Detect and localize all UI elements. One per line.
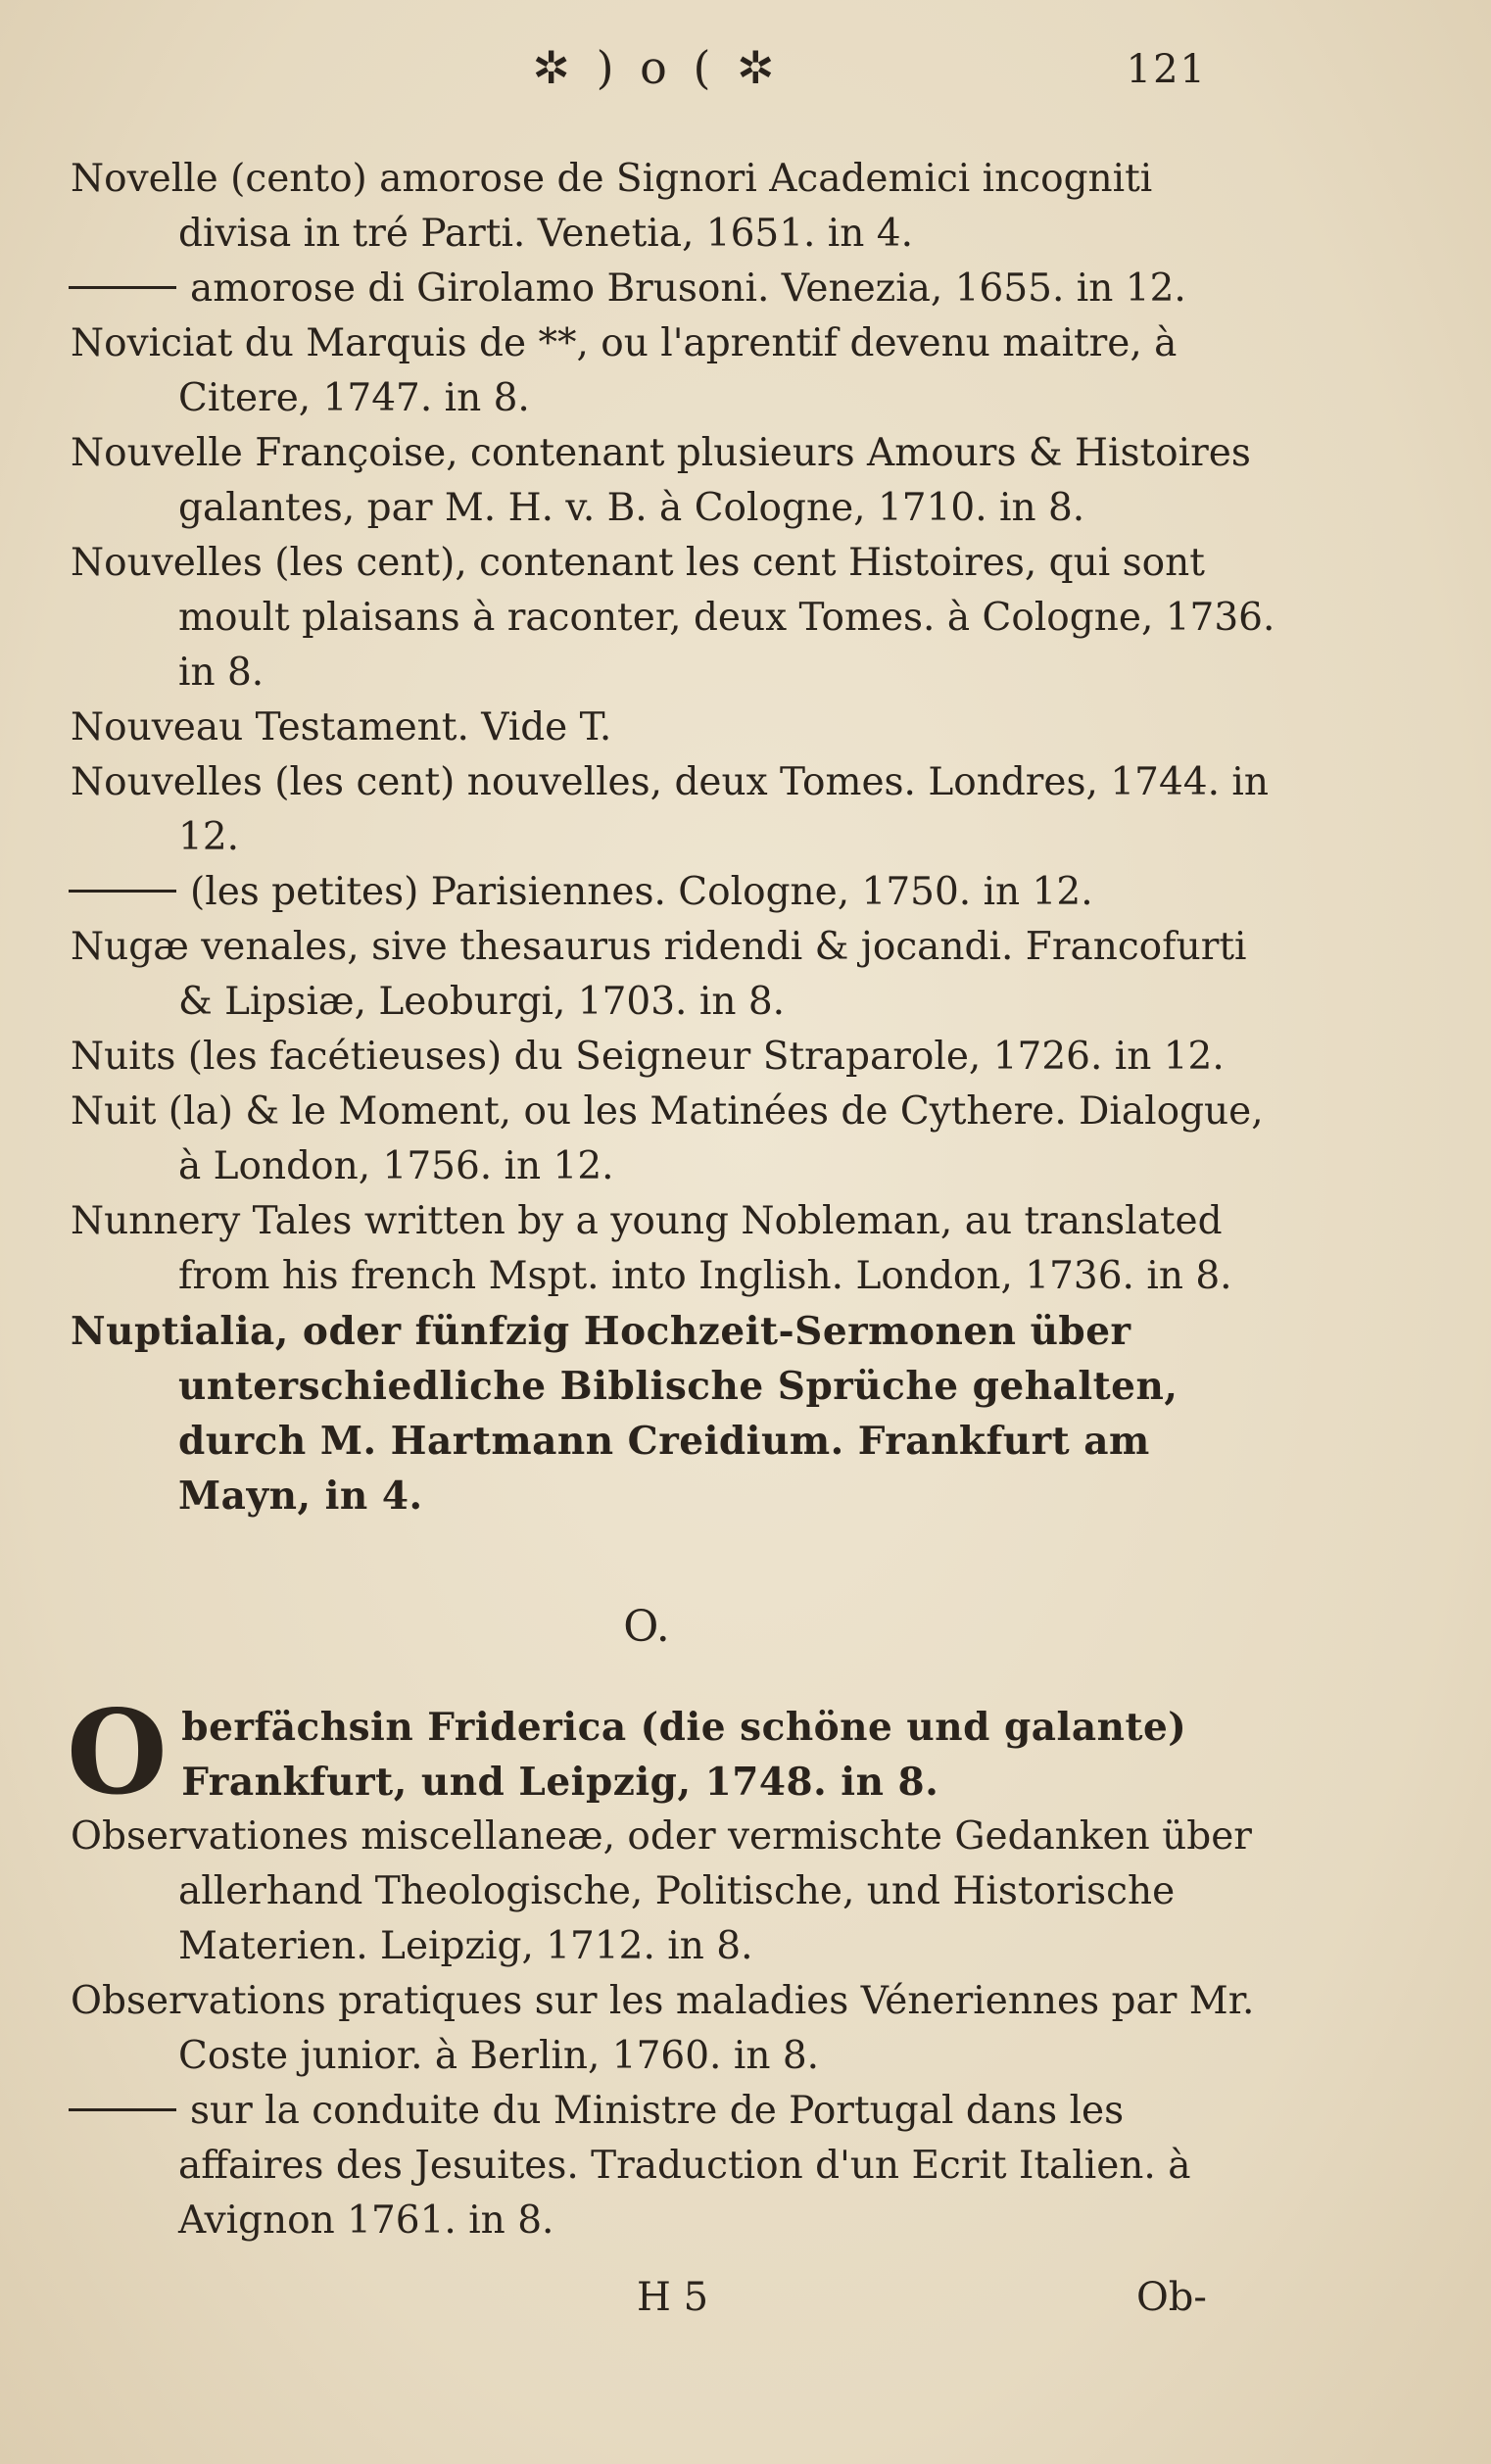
entry-novelle-brusoni: amorose di Girolamo Brusoni. Venezia, 1655. in 12. xyxy=(71,262,1275,316)
entry-observations-pratiques: Observations pratiques sur les maladies Véneriennes par Mr. Coste junior. à Berlin, 1760. in 8. xyxy=(71,1979,1255,2078)
entries-o xyxy=(67,1684,1275,2248)
ditto-rule xyxy=(69,286,176,289)
page-header xyxy=(0,41,1491,100)
entry-nouvelles-cent-nouvelles: Nouvelles (les cent) nouvelles, deux Tomes. Londres, 1744. in 12. xyxy=(71,760,1269,859)
ditto-rule xyxy=(69,2108,176,2111)
entries-n xyxy=(71,152,1275,1523)
entry-nuits-faceties: Nuits (les facétieuses) du Seigneur Straparole, 1726. in 12. xyxy=(71,1035,1225,1079)
entry-nuit-moment: Nuit (la) & le Moment, ou les Matinées de Cythere. Dialogue, à London, 1756. in 12. xyxy=(71,1089,1264,1188)
entry-nouvelles-cent: Nouvelles (les cent), contenant les cent Histoires, qui sont moult plaisans à raconter, deux Tomes. à Cologne, 1736. in 8. xyxy=(71,541,1275,695)
entry-novelle-cento: Novelle (cento) amorose de Signori Academici incogniti divisa in tré Parti. Venetia, 1651. in 4. xyxy=(71,157,1153,256)
entry-nouvelle-francoise: Nouvelle Françoise, contenant plusieurs Amours & Histoires galantes, par M. H. v. B. à Cologne, 1710. in 8. xyxy=(71,431,1251,530)
entry-obersaechsin: Oberfächsin Friderica (die schöne und galante) Frankfurt, und Leipzig, 1748. in 8. xyxy=(67,1684,1187,1820)
page-footer xyxy=(0,2275,1491,2334)
section-letter-o: O. xyxy=(623,1602,670,1652)
entry-nouveau-testament: Nouveau Testament. Vide T. xyxy=(71,705,612,749)
catchword: Ob- xyxy=(1136,2275,1207,2320)
entry-petites-parisiennes: (les petites) Parisiennes. Cologne, 1750. in 12. xyxy=(71,865,1275,920)
entry-noviciat: Noviciat du Marquis de **, ou l'aprentif devenu maitre, à Citere, 1747. in 8. xyxy=(71,321,1178,420)
entry-nugae-venales: Nugæ venales, sive thesaurus ridendi & jocandi. Francofurti & Lipsiæ, Leoburgi, 1703. in 8. xyxy=(71,925,1247,1024)
page-number: 121 xyxy=(1126,47,1207,92)
entry-observationes: Observationes miscellaneæ, oder vermischte Gedanken über allerhand Theologische, Politische, und Historische Materien. Leipzig, 1712. in 8. xyxy=(71,1814,1252,1968)
ditto-rule xyxy=(69,890,176,893)
entry-nunnery-tales: Nunnery Tales written by a young Nobleman, au translated from his french Mspt. into Inglish. London, 1736. in 8. xyxy=(71,1199,1232,1298)
signature-mark: H 5 xyxy=(637,2275,709,2320)
entry-nuptialia: Nuptialia, oder fünfzig Hochzeit-Sermonen über unterschiedliche Biblische Sprüche gehalten, durch M. Hartmann Creidium. Frankfurt am Mayn, in 4. xyxy=(71,1309,1178,1519)
entry-conduite-ministre: sur la conduite du Ministre de Portugal dans les affaires des Jesuites. Traduction d'un Ecrit Italien. à Avignon 1761. in 8. xyxy=(71,2084,1275,2248)
header-ornament: ✲ ) o ( ✲ xyxy=(532,41,781,94)
drop-cap-initial: O xyxy=(67,1684,168,1820)
